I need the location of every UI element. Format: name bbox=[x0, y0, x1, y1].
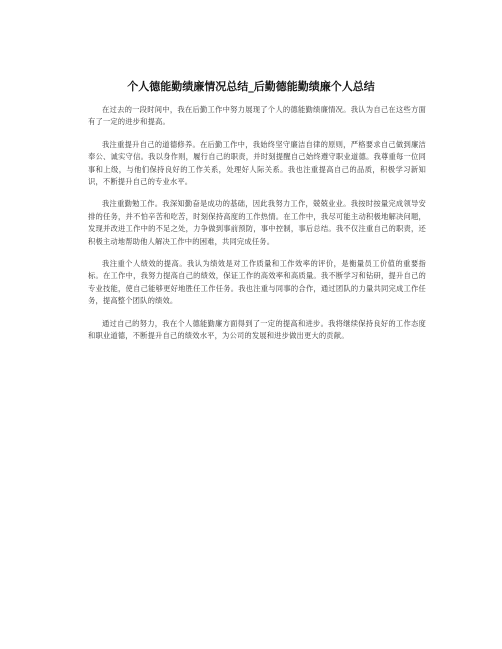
paragraph-1: 在过去的一段时间中，我在后勤工作中努力展现了个人的德能勤绩廉情况。我认为自己在这些方面有了一定的进步和提高。 bbox=[88, 105, 426, 127]
document-body bbox=[88, 104, 426, 353]
paragraph-5: 通过自己的努力，我在个人德能勤廉方面得到了一定的提高和进步。我将继续保持良好的工作态度和职业道德，不断提升自己的绩效水平，为公司的发展和进步做出更大的贡献。 bbox=[88, 318, 426, 341]
paragraph-2: 我注重提升自己的道德修养。在后勤工作中，我始终坚守廉洁自律的原则，严格要求自己做到廉洁奉公、诚实守信。我以身作则，履行自己的职责，并时刻提醒自己始终遵守职业道德。我尊重每一位同事和上级，与他们保持良好的工作关系，处理好人际关系。我也注重提高自己的品质，积极学习新知识，不断提升自己的专业水平。 bbox=[88, 139, 426, 187]
document-title: 个人德能勤绩廉情况总结_后勤德能勤绩廉个人总结 bbox=[127, 80, 375, 93]
paragraph-3: 我注重勤勉工作。我深知勤奋是成功的基础，因此我努力工作，兢兢业业。我按时按量完成领导安排的任务，并不怕辛苦和吃苦，时刻保持高度的工作热情。在工作中，我尽可能主动积极地解决问题，发现并改进工作中的不足之处，力争做到事前预防，事中控制，事后总结。我不仅注重自己的职责，还积极主动地帮助他人解决工作中的困难，共同完成任务。 bbox=[88, 199, 426, 246]
paragraph-4: 我注重个人绩效的提高。我认为绩效是对工作质量和工作效率的评价，是衡量员工价值的重要指标。在工作中，我努力提高自己的绩效，保证工作的高效率和高质量。我不断学习和钻研，提升自己的专业技能，使自己能够更好地胜任工作任务。我也注重与同事的合作，通过团队的力量共同完成工作任务，提高整个团队的绩效。 bbox=[88, 259, 426, 306]
